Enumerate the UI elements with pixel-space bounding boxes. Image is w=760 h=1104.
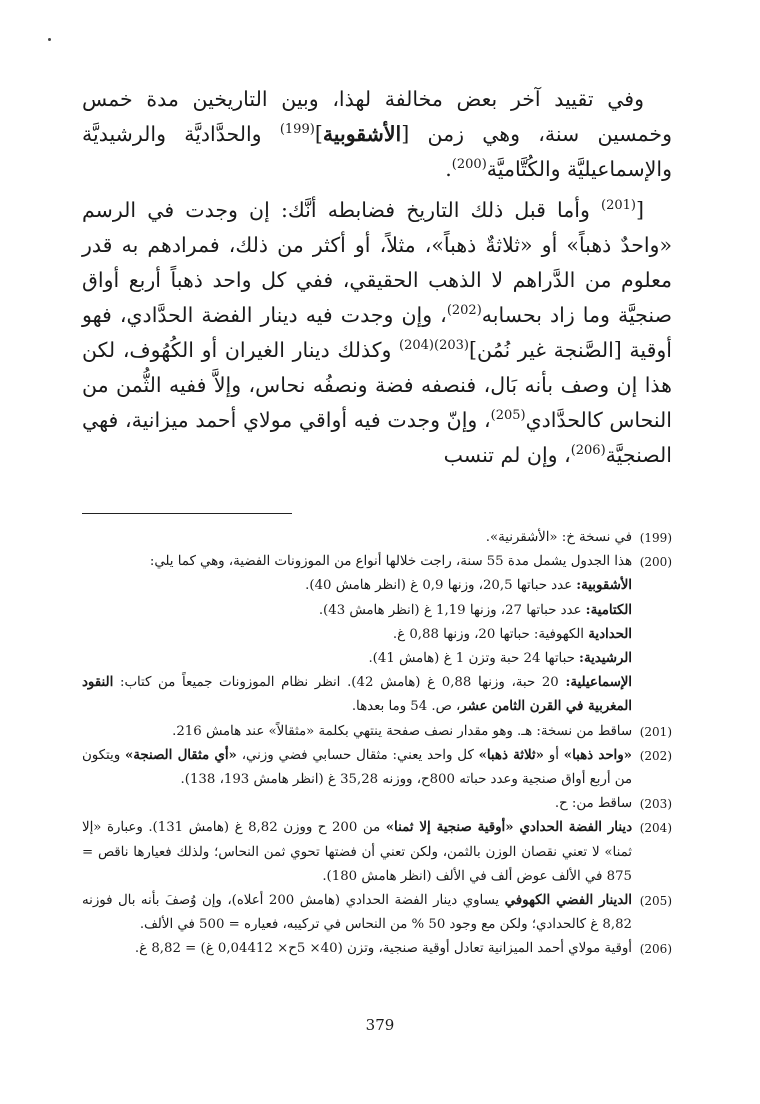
weight-desc: 20 حبة، وزنها 0,88 غ (هامش 42). انظر نظام الموزونات جميعاً من كتاب: bbox=[113, 675, 566, 691]
footnote-separator bbox=[82, 513, 292, 514]
body-text: وفي تقييد آخر بعض مخالفة لهذا، وبين التاريخين مدة خمس وخمسين سنة، وهي زمن [ bbox=[82, 87, 672, 146]
weight-entry-kattamiya bbox=[82, 599, 632, 623]
footnote-number: (204) bbox=[639, 821, 672, 836]
footnote-intro: هذا الجدول يشمل مدة 55 سنة، راجت خلالها أنواع من الموزونات الفضية، وهي كما يلي: bbox=[149, 554, 632, 570]
body-text: . bbox=[445, 157, 452, 181]
footnote-text bbox=[82, 550, 632, 719]
footnote-text bbox=[82, 889, 632, 937]
footnote-desc: أو bbox=[543, 747, 564, 763]
footnote-ref-206[interactable]: (206) bbox=[570, 443, 606, 459]
body-bracket: [ bbox=[636, 198, 644, 222]
footnote-number: (202) bbox=[639, 748, 672, 763]
body-text: وكذلك دينار الغيران أو الكُهُوف، لكن هذا إن وصف بأنه بَال، فنصفه فضة ونصفُه نحاس، وإلاَّ ففيه الثُّمن من النحاس كالحدَّادي bbox=[82, 338, 672, 432]
body-text: ، وإنّ وجدت فيه أواقي مولاي أحمد ميزانية، فهي الصنجيَّة bbox=[82, 408, 672, 467]
footnote-text: أوقية مولاي أحمد الميزانية تعادل أوقية صنجية، وتزن (40× 5ح× 0,04412 غ) = 8,82 غ. bbox=[134, 941, 632, 957]
footnote-203 bbox=[82, 792, 672, 816]
footnote-term: دينار الفضة الحدادي «أوقية صنجية إلا ثمنا» bbox=[385, 820, 632, 836]
footnote-ref-199[interactable]: (199) bbox=[279, 122, 315, 138]
body-text: ، وإن وجدت فيه دينار الفضة الحدَّادي، فهو أوقية [الصَّنجة غير نُمُن] bbox=[82, 303, 672, 362]
footnote-201 bbox=[82, 720, 672, 744]
footnote-ref-203[interactable]: (203) bbox=[434, 338, 469, 354]
weight-term: الحدادية bbox=[588, 626, 632, 642]
footnote-number: (200) bbox=[639, 555, 672, 570]
weight-desc: الكهوفية: حباتها 20، وزنها 0,88 غ. bbox=[392, 626, 589, 642]
footnote-ref-204[interactable]: (204) bbox=[399, 338, 434, 354]
footnote-desc: من 200 ح ووزن 8,82 غ (هامش 131). وعبارة «إلا ثمنا» لا تعني نقصان الوزن بالثمن، ولكن تعني أن فضتها تحوي ثمن النحاس؛ ولذلك فعيارها ناقص = 875 في الألف عوض ألف في الألف (انظر هامش 180). bbox=[82, 820, 632, 884]
weight-term: الرشيدية: bbox=[579, 651, 632, 667]
footnote-number: (205) bbox=[639, 894, 672, 909]
weight-desc: عدد حباتها 27، وزنها 1,19 غ (انظر هامش 43). bbox=[318, 602, 586, 618]
footnote-206 bbox=[82, 937, 672, 961]
page-number: 379 bbox=[365, 1016, 395, 1034]
weight-term: الأشقوبية: bbox=[576, 578, 632, 594]
footnote-desc: يساوي دينار الفضة الحدادي (هامش 200 أعلاه)، وإن وُصفَ بأنه بال فوزنه 8,82 غ كالحدادي؛ ولكن مع وجود 50 % من النحاس في تركيبه، فعياره = 500 في الألف. bbox=[82, 893, 632, 933]
weight-desc: عدد حباتها 20,5، وزنها 0,9 غ (انظر هامش 40). bbox=[305, 578, 577, 594]
weight-entry-rashidiya bbox=[82, 647, 632, 671]
footnote-number: (201) bbox=[639, 724, 672, 739]
footnote-204 bbox=[82, 816, 672, 889]
weight-entry-ismailiya bbox=[82, 671, 632, 719]
footnote-desc: كل واحد يعني: مثقال حسابي فضي وزني، bbox=[236, 747, 479, 763]
book-title: النقود المغربية في القرن الثامن عشر bbox=[82, 675, 632, 715]
footnote-ref-201[interactable]: (201) bbox=[601, 198, 636, 214]
footnote-199 bbox=[82, 526, 672, 550]
weight-term: الإسماعيلية: bbox=[565, 675, 632, 691]
footnote-term: «ثلاثة ذهبا» bbox=[478, 747, 544, 763]
footnote-term: الدينار الفضي الكهوفي bbox=[504, 893, 632, 909]
footnote-term: «واحد ذهبا» bbox=[563, 747, 632, 763]
body-text: ، وإن لم تنسب bbox=[443, 443, 571, 467]
footnote-200 bbox=[82, 550, 672, 719]
body-bracket: ] bbox=[314, 122, 323, 146]
weight-desc: ، ص. 54 وما بعدها. bbox=[351, 699, 461, 715]
footnote-text bbox=[82, 744, 632, 792]
page-speck bbox=[48, 38, 51, 41]
footnote-205 bbox=[82, 889, 672, 937]
page-content bbox=[82, 82, 672, 962]
footnote-ref-205[interactable]: (205) bbox=[490, 408, 526, 424]
body-text: وأما قبل ذلك التاريخ فضابطه أنَّك: إن وجدت في الرسم «واحدٌ ذهباً» أو «ثلاثةٌ ذهباً»، مثلاً، أو أكثر من ذلك، فمرادهم به قدر معلوم من الدَّراهم لا الذهب الحقيقي، ففي كل واحد ذهباً أربع أواق صنجيَّة وما زاد بحسابه bbox=[82, 198, 672, 327]
footnote-term: «أي مثقال الصنجة» bbox=[124, 747, 237, 763]
footnote-text bbox=[82, 816, 632, 889]
weight-desc: حباتها 24 حبة وتزن 1 غ (هامش 41). bbox=[368, 651, 580, 667]
footnote-separator-wrap bbox=[82, 473, 672, 526]
weight-term: الكتامية: bbox=[585, 602, 632, 618]
footnote-text: في نسخة خ: «الأشقرنية». bbox=[485, 530, 632, 545]
body-paragraph-2 bbox=[82, 193, 672, 473]
footnote-ref-202[interactable]: (202) bbox=[446, 303, 482, 319]
footnote-number: (203) bbox=[639, 797, 672, 812]
weight-entry-ashqubiya bbox=[82, 574, 632, 598]
body-paragraph-1 bbox=[82, 82, 672, 187]
footnote-text: ساقط من: ح. bbox=[554, 796, 632, 812]
footnote-number: (206) bbox=[639, 942, 672, 957]
body-term-ashqubiya: الأشقوبية bbox=[322, 122, 402, 146]
footnote-number: (199) bbox=[639, 531, 672, 545]
body-text: والحدَّاديَّة والرشيديَّة والإسماعيليَّة والكُتَّاميَّة bbox=[82, 122, 672, 181]
footnote-202 bbox=[82, 744, 672, 792]
footnotes bbox=[82, 526, 672, 962]
footnote-text: ساقط من نسخة: هـ. وهو مقدار نصف صفحة ينتهي بكلمة «مثقالاً» عند هامش 216. bbox=[172, 723, 632, 739]
footnote-ref-200[interactable]: (200) bbox=[451, 157, 487, 173]
footnote-desc: ويتكون من أربع أواق صنجية وعدد حباته 800ح، ووزنه 35,28 غ (انظر هامش 193، 138). bbox=[82, 747, 632, 788]
weight-entry-haddadiya bbox=[82, 623, 632, 647]
